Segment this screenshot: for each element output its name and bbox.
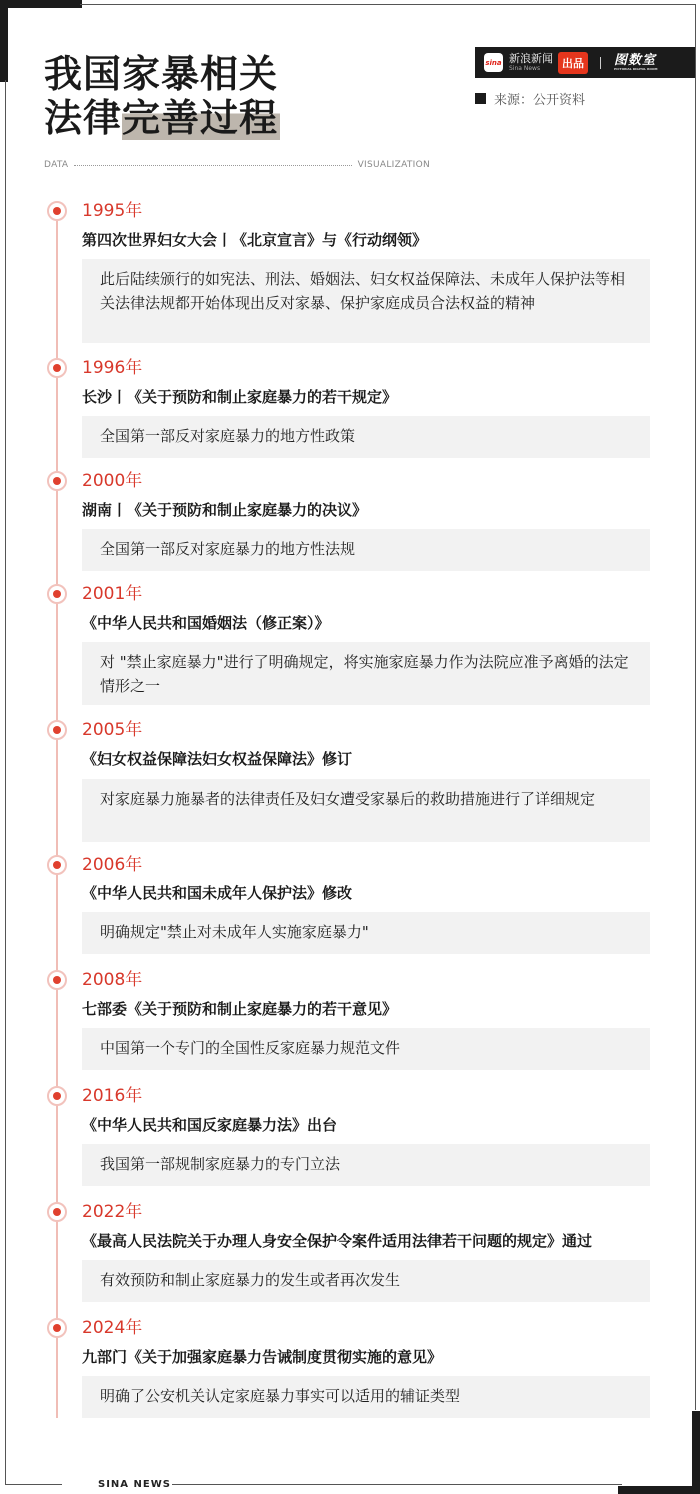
event-year: 2006年 [82,855,143,875]
title-line-2-highlight: 完善过程 [122,96,279,140]
event-description: 我国第一部规制家庭暴力的专门立法 [82,1144,650,1186]
title-line-2 [44,96,280,140]
frame-border-left [5,80,6,1484]
frame-corner-bottom-right [692,1411,700,1494]
event-heading: 《最高人民法院关于办理人身安全保护令案件适用法律若干问题的规定》通过 [82,1232,593,1250]
event-year: 2016年 [82,1086,143,1106]
timeline-dot-icon [47,855,67,875]
event-year: 1996年 [82,358,143,378]
title-line-2-plain: 法律 [44,96,123,140]
timeline-dot-icon [47,584,67,604]
event-year: 2024年 [82,1318,143,1338]
timeline-dot-icon [47,358,67,378]
event-year: 2022年 [82,1202,143,1222]
brand-name [509,53,553,72]
event-heading: 第四次世界妇女大会丨《北京宣言》与《行动纲领》 [82,231,428,249]
divider-left-label: DATA [44,160,69,170]
sina-logo-icon: sina [484,53,503,72]
event-heading: 七部委《关于预防和制止家庭暴力的若干意见》 [82,1000,398,1018]
timeline-dot-icon [47,1086,67,1106]
page-title [44,52,280,140]
square-bullet-icon [475,93,486,104]
sub-brand-en: PICTORIAL DIGITAL ROOM [614,67,658,71]
frame-border-top [80,4,696,5]
frame-corner-top-left [0,0,82,8]
timeline-dot-icon [47,471,67,491]
event-heading: 《中华人民共和国未成年人保护法》修改 [82,884,353,902]
event-description: 明确了公安机关认定家庭暴力事实可以适用的辅证类型 [82,1376,650,1418]
event-description: 全国第一部反对家庭暴力的地方性政策 [82,416,650,458]
event-description: 此后陆续颁行的如宪法、刑法、婚姻法、妇女权益保障法、未成年人保护法等相关法律法规都开始体现出反对家暴、保护家庭成员合法权益的精神 [82,259,650,343]
dotted-line [74,165,351,166]
brand-divider [600,57,601,69]
timeline-dot-icon [47,1318,67,1338]
event-heading: 《中华人民共和国婚姻法（修正案）》 [82,614,330,632]
timeline-axis [56,214,58,1418]
source-note [475,89,585,108]
event-year: 2001年 [82,584,143,604]
event-year: 2005年 [82,720,143,740]
event-description: 中国第一个专门的全国性反家庭暴力规范文件 [82,1028,650,1070]
event-description: 对家庭暴力施暴者的法律责任及妇女遭受家暴后的救助措施进行了详细规定 [82,779,650,842]
event-year: 1995年 [82,201,143,221]
timeline-dot-icon [47,970,67,990]
sub-brand-name: 图数室 [614,53,657,68]
frame-corner-top-left [0,0,8,82]
timeline-dot-icon [47,1202,67,1222]
brand-name-en: Sina News [509,65,541,72]
event-heading: 《中华人民共和国反家庭暴力法》出台 [82,1116,338,1134]
frame-corner-bottom-right [618,1486,700,1494]
frame-border-bottom [172,1484,622,1485]
event-year: 2008年 [82,970,143,990]
event-heading: 九部门《关于加强家庭暴力告诫制度贯彻实施的意见》 [82,1348,443,1366]
event-description: 有效预防和制止家庭暴力的发生或者再次发生 [82,1260,650,1302]
divider-right-label: VISUALIZATION [357,160,430,170]
sub-brand-logo [614,54,658,71]
event-heading: 《妇女权益保障法妇女权益保障法》修订 [82,750,353,768]
frame-border-bottom [5,1484,62,1485]
event-heading: 湖南丨《关于预防和制止家庭暴力的决议》 [82,501,368,519]
data-visualization-divider [44,160,430,170]
frame-border-right [695,4,696,1410]
brand-bar [475,47,695,78]
brand-name-cn: 新浪新闻 [509,52,553,65]
source-label: 来源：公开资料 [494,93,586,108]
event-description: 全国第一部反对家庭暴力的地方性法规 [82,529,650,571]
footer-brand: SINA NEWS [98,1479,171,1490]
event-description: 明确规定"禁止对未成年人实施家庭暴力" [82,912,650,954]
event-heading: 长沙丨《关于预防和制止家庭暴力的若干规定》 [82,388,398,406]
title-line-1: 我国家暴相关 [44,52,279,96]
event-year: 2000年 [82,471,143,491]
event-description: 对 "禁止家庭暴力"进行了明确规定，将实施家庭暴力作为法院应准予离婚的法定情形之一 [82,642,650,705]
timeline-dot-icon [47,720,67,740]
produced-badge: 出品 [558,52,588,74]
timeline-dot-icon [47,201,67,221]
